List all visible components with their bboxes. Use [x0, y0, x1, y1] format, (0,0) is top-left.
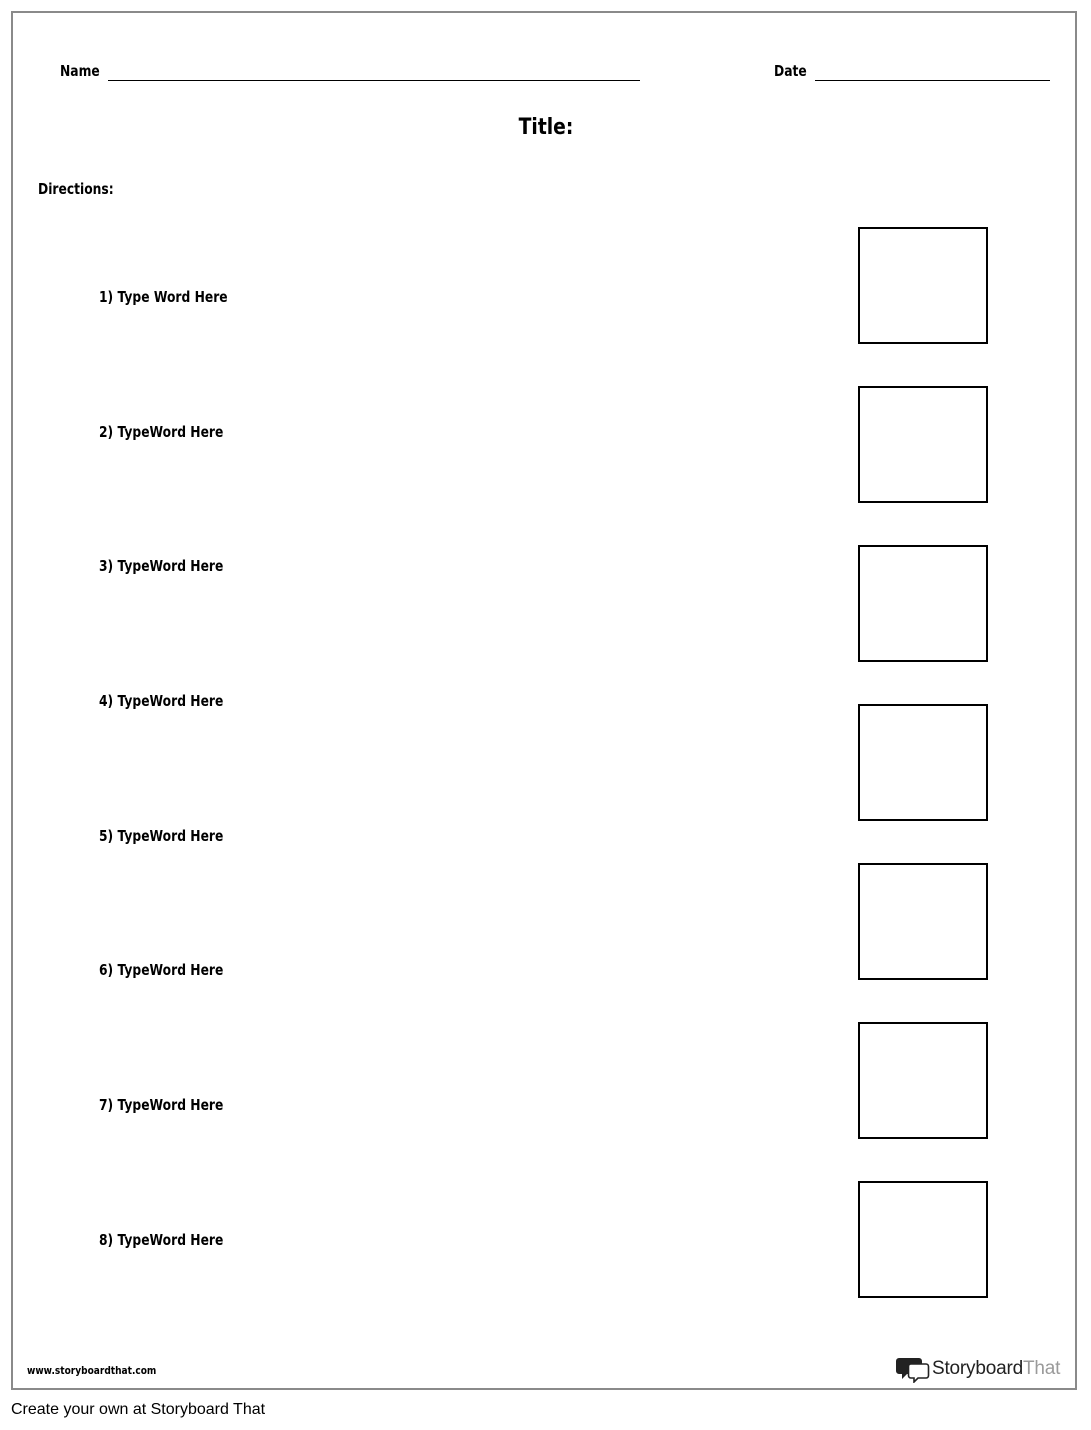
storyboardthat-logo[interactable]: [896, 1355, 1060, 1383]
item-label-2: 2) TypeWord Here: [99, 423, 224, 441]
item-label-3: 3) TypeWord Here: [99, 557, 224, 575]
answer-box-5: [858, 863, 988, 980]
answer-box-1: [858, 227, 988, 344]
answer-box-6: [858, 1022, 988, 1139]
date-label: Date: [774, 62, 807, 80]
item-label-5: 5) TypeWord Here: [99, 827, 224, 845]
name-label: Name: [60, 62, 100, 80]
worksheet-title: Title:: [518, 115, 574, 140]
item-label-4: 4) TypeWord Here: [99, 692, 224, 710]
answer-box-8: [858, 1181, 988, 1298]
item-label-1: 1) Type Word Here: [99, 288, 228, 306]
speech-bubbles-icon: [896, 1355, 930, 1383]
date-line: [815, 80, 1050, 81]
answer-box-3: [858, 545, 988, 662]
item-label-6: 6) TypeWord Here: [99, 961, 224, 979]
name-line: [108, 80, 640, 81]
brand-name: StoryboardThat: [932, 1358, 1061, 1379]
item-label-8: 8) TypeWord Here: [99, 1231, 224, 1249]
answer-box-4: [858, 704, 988, 821]
directions-label: Directions:: [38, 180, 114, 198]
site-url[interactable]: www.storyboardthat.com: [27, 1365, 157, 1377]
create-caption-link[interactable]: Create your own at Storyboard That: [11, 1401, 266, 1418]
item-label-7: 7) TypeWord Here: [99, 1096, 224, 1114]
answer-box-2: [858, 386, 988, 503]
